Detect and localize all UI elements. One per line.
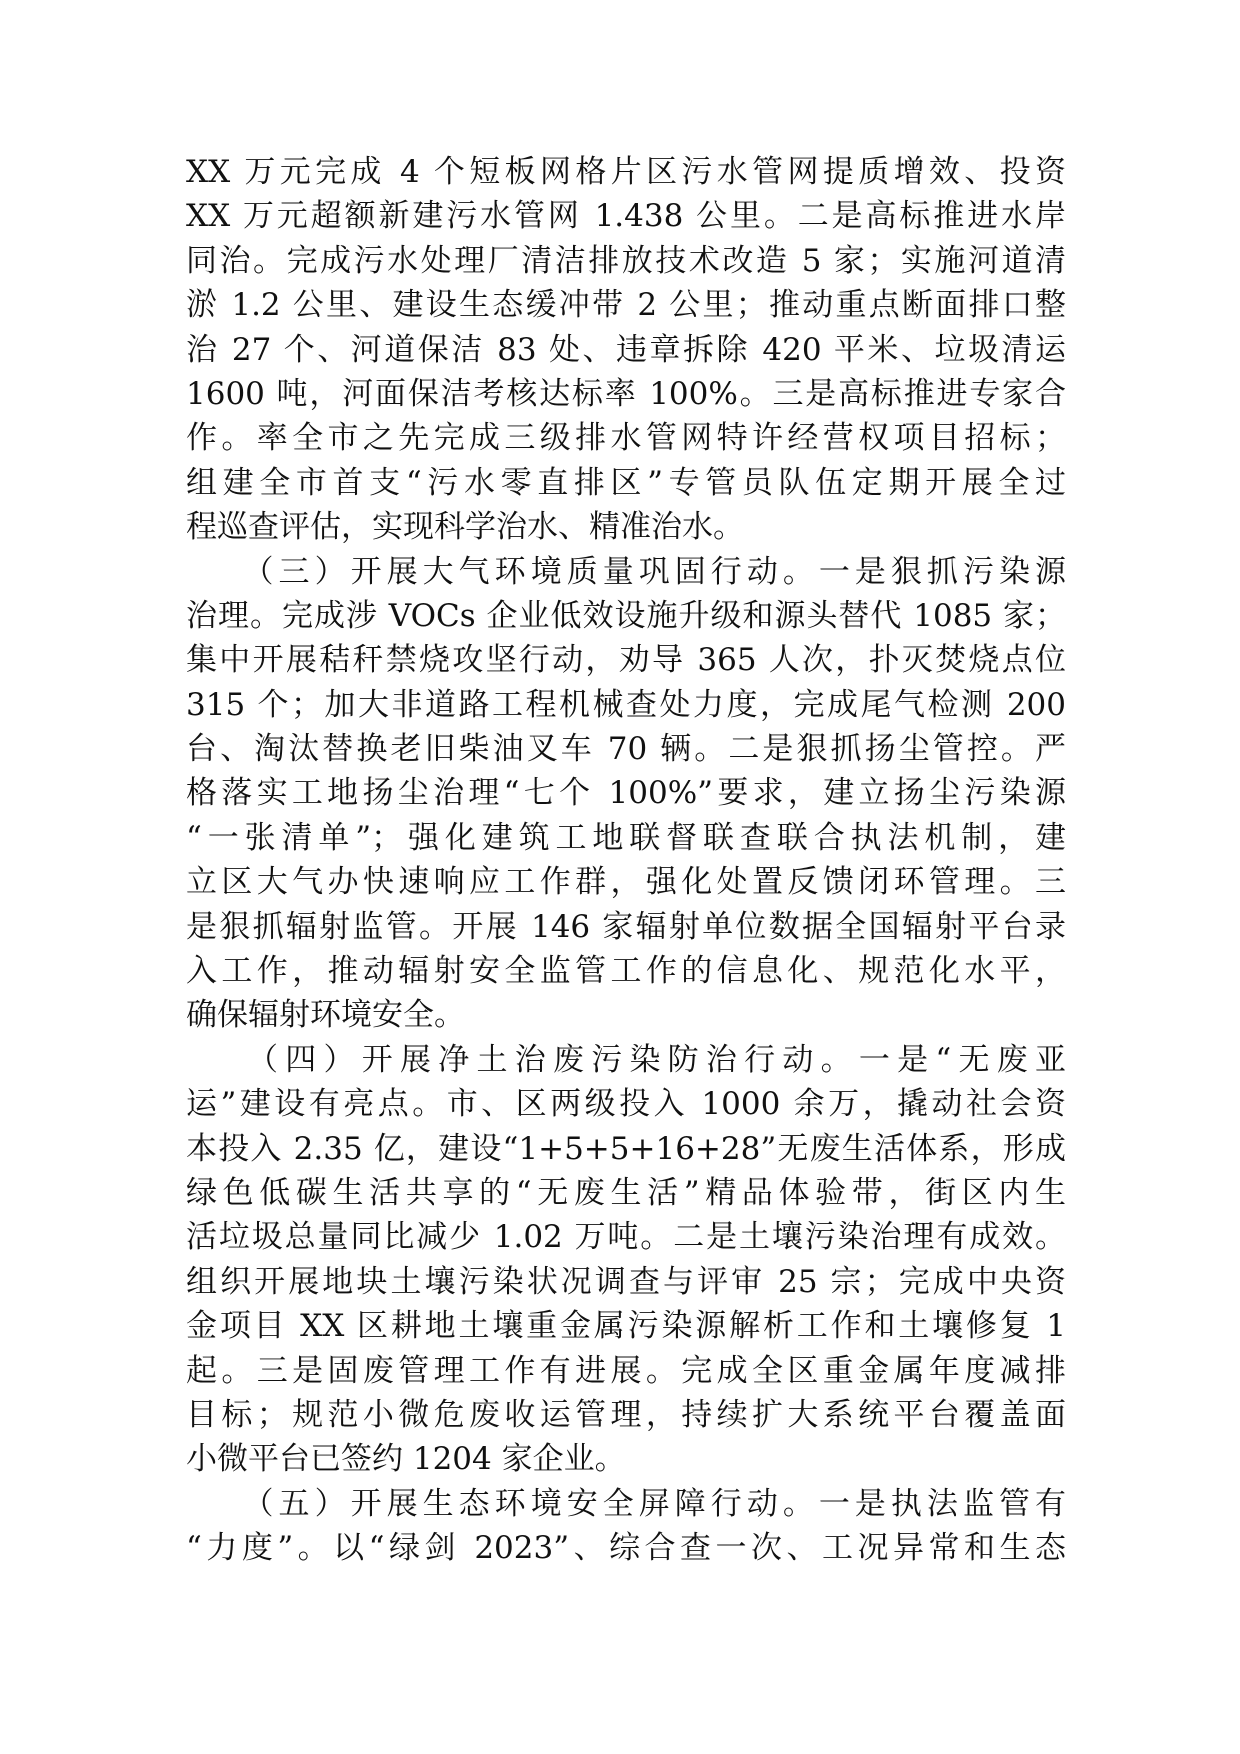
text-line: 金项目 XX 区耕地土壤重金属污染源解析工作和土壤修复 1 bbox=[186, 1308, 1066, 1345]
text-line: （五）开展生态环境安全屏障行动。一是执法监管有 bbox=[186, 1485, 1066, 1522]
text-line: 同治。完成污水处理厂清洁排放技术改造 5 家；实施河道清 bbox=[186, 242, 1066, 279]
text-line: 集中开展秸秆禁烧攻坚行动，劝导 365 人次，扑灭焚烧点位 bbox=[186, 642, 1066, 679]
text-line: 目标；规范小微危废收运管理，持续扩大系统平台覆盖面 bbox=[186, 1396, 1066, 1433]
text-line: 治理。完成涉 VOCs 企业低效设施升级和源头替代 1085 家； bbox=[186, 597, 1066, 634]
text-line: 315 个；加大非道路工程机械查处力度，完成尾气检测 200 bbox=[186, 686, 1066, 723]
text-line: 1600 吨，河面保洁考核达标率 100%。三是高标推进专家合 bbox=[186, 375, 1066, 412]
text-line: 运”建设有亮点。市、区两级投入 1000 余万，撬动社会资 bbox=[186, 1086, 1066, 1123]
text-line: （三）开展大气环境质量巩固行动。一是狠抓污染源 bbox=[186, 553, 1066, 590]
text-line: 是狠抓辐射监管。开展 146 家辐射单位数据全国辐射平台录 bbox=[186, 908, 1066, 945]
text-line: 立区大气办快速响应工作群，强化处置反馈闭环管理。三 bbox=[186, 864, 1066, 901]
text-line: 作。率全市之先完成三级排水管网特许经营权项目招标； bbox=[186, 420, 1066, 457]
text-line: 台、淘汰替换老旧柴油叉车 70 辆。二是狠抓扬尘管控。严 bbox=[186, 731, 1066, 768]
text-line: （四）开展净土治废污染防治行动。一是“无废亚 bbox=[186, 1041, 1066, 1078]
text-line: 格落实工地扬尘治理“七个 100%”要求，建立扬尘污染源 bbox=[186, 775, 1066, 812]
text-line: 淤 1.2 公里、建设生态缓冲带 2 公里；推动重点断面排口整 bbox=[186, 287, 1066, 324]
text-line: “一张清单”；强化建筑工地联督联查联合执法机制，建 bbox=[186, 819, 1066, 856]
text-line: 组织开展地块土壤污染状况调查与评审 25 宗；完成中央资 bbox=[186, 1263, 1066, 1300]
text-line: XX 万元超额新建污水管网 1.438 公里。二是高标推进水岸 bbox=[186, 198, 1066, 235]
text-line: 组建全市首支“污水零直排区”专管员队伍定期开展全过 bbox=[186, 464, 1066, 501]
text-line: 本投入 2.35 亿，建设“1+5+5+16+28”无废生活体系，形成 bbox=[186, 1130, 1066, 1167]
text-line: “力度”。以“绿剑 2023”、综合查一次、工况异常和生态 bbox=[186, 1530, 1066, 1567]
text-line: 活垃圾总量同比减少 1.02 万吨。二是土壤污染治理有成效。 bbox=[186, 1219, 1066, 1256]
text-line: 确保辐射环境安全。 bbox=[186, 997, 465, 1034]
text-line: 绿色低碳生活共享的“无废生活”精品体验带，街区内生 bbox=[186, 1174, 1066, 1211]
text-line: 治 27 个、河道保洁 83 处、违章拆除 420 平米、垃圾清运 bbox=[186, 331, 1066, 368]
text-line: 程巡查评估，实现科学治水、精准治水。 bbox=[186, 509, 744, 546]
text-line: 入工作，推动辐射安全监管工作的信息化、规范化水平， bbox=[186, 953, 1066, 990]
text-line: XX 万元完成 4 个短板网格片区污水管网提质增效、投资 bbox=[186, 154, 1066, 190]
text-line: 小微平台已签约 1204 家企业。 bbox=[186, 1441, 626, 1478]
text-line: 起。三是固废管理工作有进展。完成全区重金属年度减排 bbox=[186, 1352, 1066, 1389]
document-body bbox=[186, 150, 1066, 1571]
